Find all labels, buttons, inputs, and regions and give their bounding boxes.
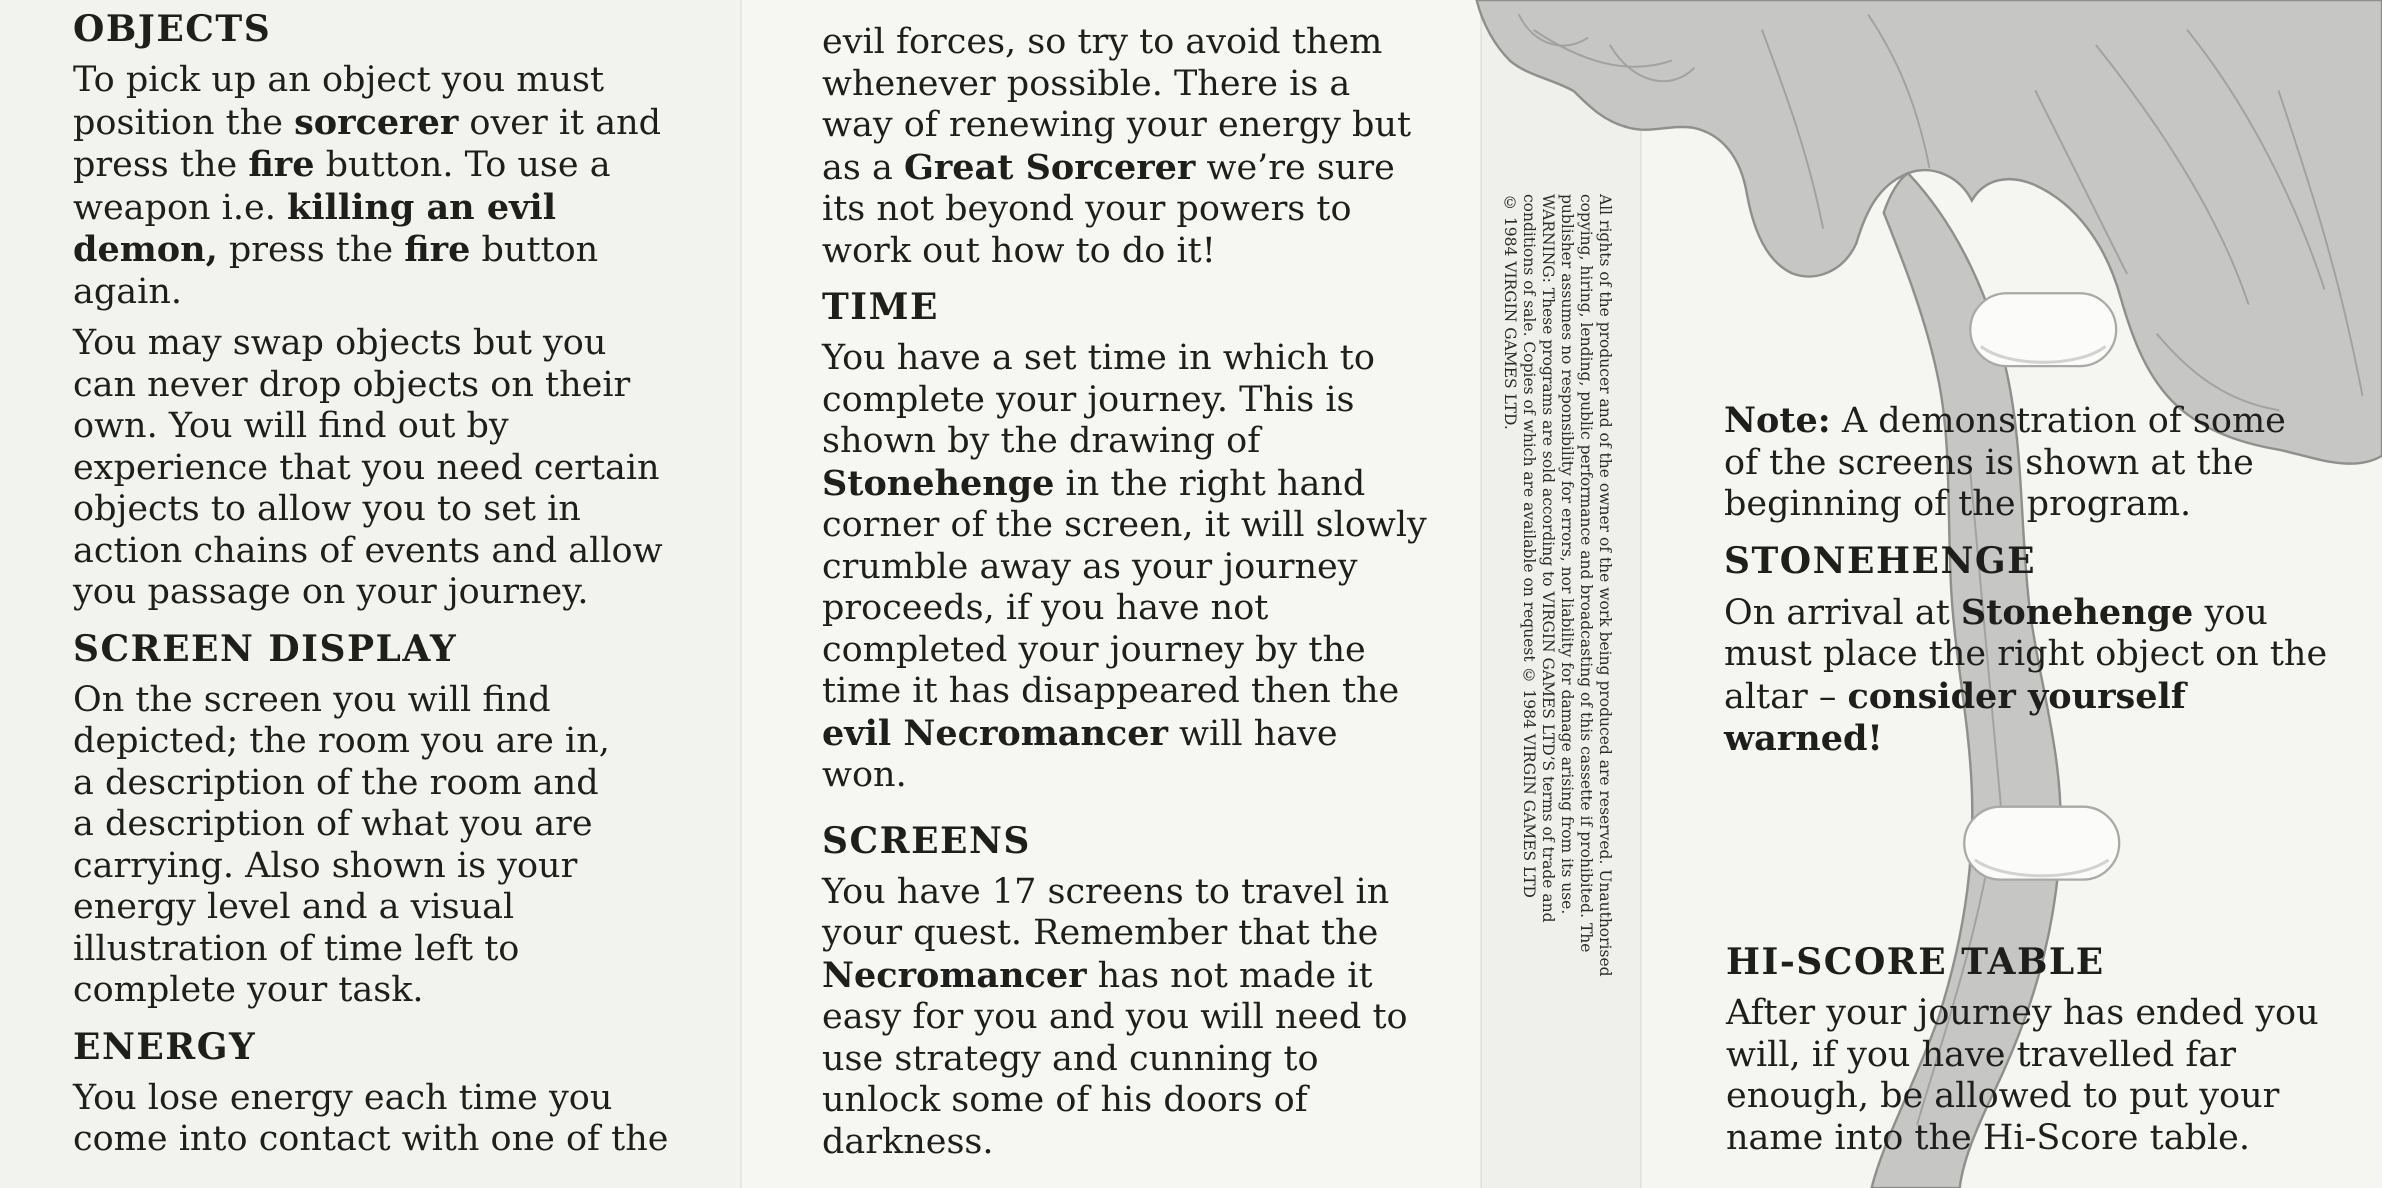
bold-text-run: Necromancer <box>822 954 1087 996</box>
text-run: position the <box>73 102 295 143</box>
text-run: You have a set time in which to <box>822 338 1375 378</box>
text-run: WARNING: These programs are sold according to VIRGIN GAMES LTD’S terms of trade and <box>1539 194 1557 923</box>
text-run: A demonstration of some <box>1830 401 2286 441</box>
text-line <box>1557 194 1576 1154</box>
text-line <box>73 102 668 145</box>
die-cut-slot-top <box>1970 293 2116 366</box>
text-line <box>1724 592 2327 635</box>
text-run: On the screen you will find <box>73 679 551 720</box>
text-run: has not made it <box>1086 955 1373 996</box>
text-line <box>822 588 1427 630</box>
text-line <box>822 22 1427 64</box>
text-run: beginning of the program. <box>1724 484 2192 524</box>
die-cut-slot-bottom <box>1964 807 2119 880</box>
text-run: objects to allow you to set in <box>73 489 581 529</box>
text-line <box>73 721 668 763</box>
text-line <box>73 406 668 448</box>
bold-text-run: evil Necromancer <box>822 712 1168 754</box>
text-run: won. <box>822 755 907 795</box>
text-line <box>822 955 1427 998</box>
heading-screen-display: SCREEN DISPLAY <box>73 627 458 670</box>
paragraph <box>73 1078 668 1161</box>
section-screens <box>822 821 1427 1164</box>
section-time <box>822 287 1427 797</box>
text-run: experience that you need certain <box>73 447 660 488</box>
section-stonehenge <box>1724 541 2327 761</box>
text-line <box>73 531 668 573</box>
heading-screens: SCREENS <box>822 819 1031 862</box>
text-run: press the <box>217 230 405 270</box>
text-line <box>1538 194 1557 1154</box>
text-line <box>822 231 1427 273</box>
column-middle <box>822 22 1427 1163</box>
text-line <box>1724 718 2327 761</box>
text-run: corner of the screen, it will slowly <box>822 505 1427 545</box>
text-run: you <box>2193 592 2268 633</box>
paragraph <box>73 60 668 313</box>
text-line <box>73 1078 668 1120</box>
text-run: You may swap objects but you <box>73 323 607 363</box>
text-run: button. To use a <box>314 145 611 185</box>
text-run: of the screens is shown at the <box>1724 442 2254 483</box>
section-energy-continued <box>822 22 1427 272</box>
paragraph <box>73 323 668 614</box>
text-run: You have 17 screens to travel in <box>822 871 1390 912</box>
text-run: To pick up an object you must <box>73 60 605 100</box>
text-line <box>73 60 668 102</box>
bold-text-run: fire <box>248 144 315 185</box>
text-run: energy level and a visual <box>73 887 515 927</box>
text-line <box>822 380 1427 422</box>
text-run: your quest. Remember that the <box>822 913 1379 953</box>
heading-stonehenge: STONEHENGE <box>1724 539 2037 582</box>
text-line <box>1726 1035 2319 1077</box>
text-run: button <box>470 230 599 270</box>
text-line <box>1500 194 1519 1154</box>
text-run: complete your journey. This is <box>822 379 1355 420</box>
heading-time: TIME <box>822 286 939 328</box>
text-run: work out how to do it! <box>822 230 1216 271</box>
text-line <box>73 846 668 888</box>
text-run: completed your journey by the <box>822 629 1366 670</box>
paragraph <box>73 680 668 1012</box>
text-line <box>822 671 1427 713</box>
text-run: weapon i.e. <box>73 187 287 228</box>
text-run: its not beyond your powers to <box>822 189 1352 229</box>
heading-energy: ENERGY <box>73 1025 257 1068</box>
text-run: again. <box>73 271 182 312</box>
section-screen-display <box>73 629 668 1012</box>
spine-legal-notice <box>1500 194 1614 1154</box>
text-run: conditions of sale. Copies of which are available on request © 1984 VIRGIN GAMES LTD <box>1520 194 1538 898</box>
section-energy <box>73 1027 668 1161</box>
text-line <box>822 755 1427 797</box>
text-line <box>822 421 1427 463</box>
text-line <box>73 804 668 846</box>
text-run: over it and <box>458 102 662 143</box>
text-line <box>73 929 668 971</box>
bold-text-run: Stonehenge <box>1960 591 2194 633</box>
text-run: evil forces, so try to avoid them <box>822 22 1383 62</box>
text-line <box>822 64 1427 106</box>
text-run: complete your task. <box>73 970 424 1010</box>
text-run: proceeds, if you have not <box>822 588 1269 628</box>
text-line <box>73 272 668 314</box>
text-run: carrying. Also shown is your <box>73 845 578 886</box>
text-line <box>1576 194 1595 1154</box>
text-line <box>73 1119 668 1161</box>
bold-text-run: killing an evil <box>286 186 557 228</box>
text-line <box>73 229 668 272</box>
text-run: time it has disappeared then the <box>822 671 1400 711</box>
text-run: use strategy and cunning to <box>822 1038 1319 1079</box>
text-line <box>1726 993 2319 1035</box>
text-line <box>1724 634 2327 676</box>
text-line <box>73 887 668 929</box>
section-objects <box>73 9 668 614</box>
text-line <box>1724 676 2327 719</box>
text-line <box>73 680 668 722</box>
text-line <box>822 105 1427 147</box>
text-run: name into the Hi-Score table. <box>1726 1117 2251 1158</box>
text-line <box>73 572 668 614</box>
text-line <box>822 1122 1427 1164</box>
text-line <box>1726 1076 2319 1118</box>
text-line <box>822 713 1427 756</box>
text-run: On arrival at <box>1724 592 1961 633</box>
text-run: will, if you have travelled far <box>1726 1034 2236 1075</box>
text-run: crumble away as your journey <box>822 546 1358 587</box>
text-run: will have <box>1167 713 1338 754</box>
text-line <box>822 997 1427 1039</box>
text-run: must place the right object on the <box>1724 634 2328 674</box>
text-run: a description of the room and <box>73 762 599 803</box>
text-line <box>1724 400 2327 443</box>
text-run: shown by the drawing of <box>822 421 1261 461</box>
text-run: illustration of time left to <box>73 928 520 969</box>
text-line <box>822 872 1427 914</box>
column-right-lower <box>1726 942 2319 1159</box>
bold-text-run: Great Sorcerer <box>903 146 1196 188</box>
text-line <box>73 763 668 805</box>
text-line <box>822 505 1427 547</box>
text-run: come into contact with one of the <box>73 1119 669 1159</box>
text-line <box>73 448 668 490</box>
text-line <box>73 489 668 531</box>
text-line <box>822 147 1427 190</box>
text-run: can never drop objects on their <box>73 364 631 405</box>
heading-hi-score-table: HI-SCORE TABLE <box>1726 941 2105 983</box>
bold-text-run: Note: <box>1724 400 1831 441</box>
column-right-upper <box>1724 400 2327 761</box>
text-line <box>822 189 1427 231</box>
text-run: easy for you and you will need to <box>822 997 1408 1037</box>
text-run: © 1984 VIRGIN GAMES LTD. <box>1501 194 1519 430</box>
text-run: whenever possible. There is a <box>822 63 1351 104</box>
text-run: publisher assumes no responsibility for errors, nor liability for damage arising from its use. <box>1558 194 1576 915</box>
text-run: way of renewing your energy but <box>822 105 1412 145</box>
text-run: action chains of events and allow <box>73 530 663 571</box>
text-line <box>1595 194 1614 1154</box>
text-line <box>822 913 1427 955</box>
text-run: as a <box>822 147 904 188</box>
text-run: darkness. <box>822 1121 994 1162</box>
text-line <box>73 187 668 230</box>
bold-text-run: fire <box>404 229 471 270</box>
text-run: press the <box>73 145 249 185</box>
bold-text-run: warned! <box>1724 718 1883 759</box>
text-line <box>1519 194 1538 1154</box>
paragraph <box>822 338 1427 797</box>
text-line <box>822 338 1427 380</box>
text-line <box>73 365 668 407</box>
text-line <box>73 323 668 365</box>
text-run: you passage on your journey. <box>73 572 589 612</box>
heading-objects: OBJECTS <box>73 8 272 50</box>
text-run: All rights of the producer and of the owner of the work being produced are reserved. Unauthorised <box>1596 194 1614 977</box>
text-run: in the right hand <box>1054 463 1366 504</box>
paragraph <box>1726 993 2319 1159</box>
section-note <box>1724 400 2327 526</box>
text-run: altar – <box>1724 676 1848 717</box>
text-line <box>1726 1118 2319 1160</box>
text-run: You lose energy each time you <box>73 1077 613 1118</box>
text-run: After your journey has ended you <box>1726 993 2319 1033</box>
section-hi-score-table <box>1726 942 2319 1159</box>
text-line <box>73 970 668 1012</box>
bold-text-run: sorcerer <box>294 101 459 143</box>
text-line <box>822 1080 1427 1122</box>
text-line <box>1724 484 2327 526</box>
text-line <box>822 1039 1427 1081</box>
text-run: copying, hiring, lending, public performance and broadcasting of this cassette if prohibited. The <box>1577 194 1595 953</box>
bold-text-run: consider yourself <box>1847 675 2186 717</box>
text-run: unlock some of his doors of <box>822 1080 1308 1120</box>
text-line <box>822 547 1427 589</box>
paragraph <box>1724 592 2327 761</box>
paragraph <box>822 872 1427 1164</box>
paragraph <box>822 22 1427 272</box>
paragraph <box>1724 400 2327 526</box>
text-line <box>1724 443 2327 485</box>
text-run: we’re sure <box>1195 147 1395 188</box>
text-line <box>822 463 1427 506</box>
text-line <box>822 630 1427 672</box>
text-line <box>73 144 668 187</box>
text-run: own. You will find out by <box>73 406 509 446</box>
text-run: depicted; the room you are in, <box>73 721 610 761</box>
bold-text-run: demon, <box>73 229 218 270</box>
text-run: a description of what you are <box>73 804 593 844</box>
bold-text-run: Stonehenge <box>822 462 1055 504</box>
column-left <box>73 9 668 1161</box>
text-run: enough, be allowed to put your <box>1726 1076 2280 1116</box>
